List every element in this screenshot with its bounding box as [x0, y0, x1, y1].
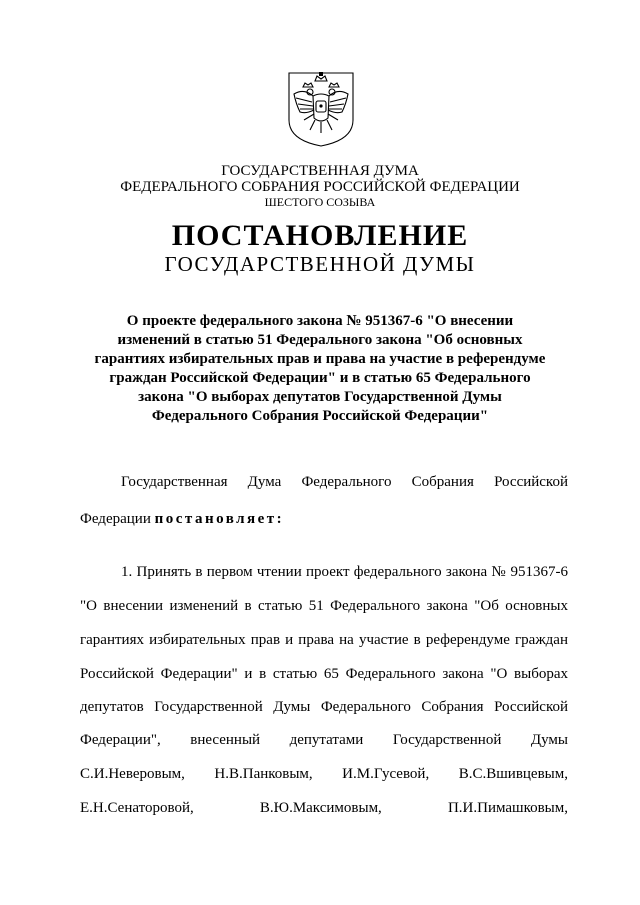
coat-of-arms-emblem: [286, 70, 356, 148]
item1-line: С.И.Неверовым, Н.В.Панковым, И.М.Гусевой, В.С.Вшивцевым,: [80, 766, 568, 782]
document-subject: [92, 312, 548, 426]
document-subtitle: ГОСУДАРСТВЕННОЙ ДУМЫ: [164, 252, 476, 276]
preamble-decree: постановляет:: [154, 511, 285, 527]
subject-line: изменений в статью 51 Федерального закона "Об основных: [117, 332, 523, 348]
preamble-lead: Федерации: [80, 511, 151, 527]
subject-line: закона "О выборах депутатов Государственной Думы: [138, 389, 502, 405]
item1-line: гарантиях избирательных прав и права на участие в референдуме граждан: [80, 632, 568, 648]
item1-line: Федерации", внесенный депутатами Государственной Думы: [80, 732, 568, 748]
subject-line: О проекте федерального закона № 951367-6 "О внесении: [126, 313, 514, 329]
item1-line: Е.Н.Сенаторовой, В.Ю.Максимовым, П.И.Пимашковым,: [80, 800, 568, 816]
item1-line: Российской Федерации" и в статью 65 Федерального закона "О выборах: [80, 666, 568, 682]
subject-line: Федерального Собрания Российской Федерации": [151, 408, 489, 424]
item1-line: депутатов Государственной Думы Федерального Собрания Российской: [80, 699, 568, 715]
header-line-3: ШЕСТОГО СОЗЫВА: [264, 195, 376, 209]
item1-line: 1. Принять в первом чтении проект федерального закона № 951367-6: [121, 564, 568, 580]
item1-line: "О внесении изменений в статью 51 Федерального закона "Об основных: [80, 598, 568, 614]
subject-line: граждан Российской Федерации" и в статью 65 Федерального: [109, 370, 531, 386]
preamble-line-1: Государственная Дума Федерального Собрания Российской: [121, 474, 568, 490]
header-line-2: ФЕДЕРАЛЬНОГО СОБРАНИЯ РОССИЙСКОЙ ФЕДЕРАЦИИ: [120, 179, 520, 195]
subject-line: гарантиях избирательных прав и права на участие в референдуме: [94, 351, 546, 367]
preamble-line-2: [80, 510, 568, 528]
document-title: ПОСТАНОВЛЕНИЕ: [171, 219, 469, 252]
header-line-1: ГОСУДАРСТВЕННАЯ ДУМА: [221, 163, 419, 179]
